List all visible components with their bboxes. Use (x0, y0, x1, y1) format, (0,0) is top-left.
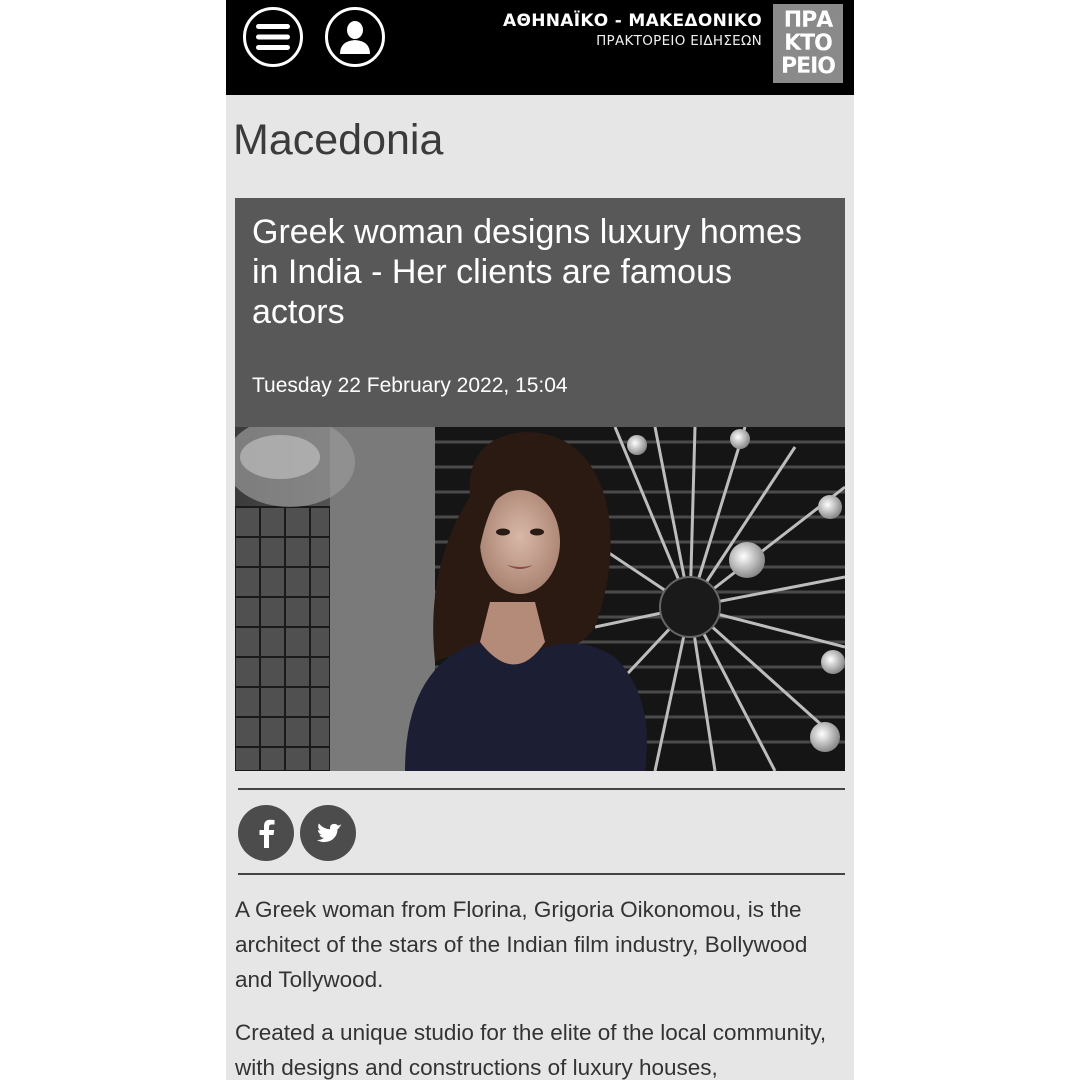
article-date: Tuesday 22 February 2022, 15:04 (252, 374, 568, 397)
article-paragraph-1: A Greek woman from Florina, Grigoria Oikonomou, is the architect of the stars of the Indian film industry, Bollywood and Tollywood. (235, 897, 808, 992)
agency-name-line1: ΑΘΗΝΑΪΚΟ - ΜΑΚΕΔΟΝΙΚΟ (502, 11, 762, 31)
section-title[interactable]: Macedonia (233, 116, 444, 164)
facebook-icon (256, 818, 276, 848)
article-paragraph-2: Created a unique studio for the elite of the local community, with designs and constructions of luxury houses, (235, 1020, 827, 1080)
logo-line-3: ΡΕΙΟ (780, 54, 836, 79)
user-account-button[interactable] (325, 7, 385, 67)
user-profile-icon (337, 19, 373, 55)
site-header (226, 0, 854, 95)
article-photo (235, 427, 845, 771)
headline-card (235, 198, 845, 427)
article-photo-illustration (235, 427, 845, 771)
share-divider-top (238, 788, 845, 790)
agency-logo[interactable] (773, 4, 843, 83)
twitter-icon (313, 820, 343, 846)
agency-name[interactable] (503, 10, 762, 50)
hamburger-menu-icon (256, 23, 290, 51)
mobile-page (226, 0, 854, 1080)
article-body (235, 892, 847, 1080)
share-divider-bottom (238, 873, 845, 875)
menu-button[interactable] (243, 7, 303, 67)
logo-line-2: ΚΤΟ (784, 31, 832, 56)
agency-name-line2: ΠΡΑΚΤΟΡΕΙΟ ΕΙΔΗΣΕΩΝ (596, 33, 762, 49)
article-headline: Greek woman designs luxury homes in India - Her clients are famous actors (252, 213, 802, 331)
twitter-share-button[interactable] (300, 805, 356, 861)
facebook-share-button[interactable] (238, 805, 294, 861)
logo-line-1: ΠΡΑ (783, 8, 833, 33)
